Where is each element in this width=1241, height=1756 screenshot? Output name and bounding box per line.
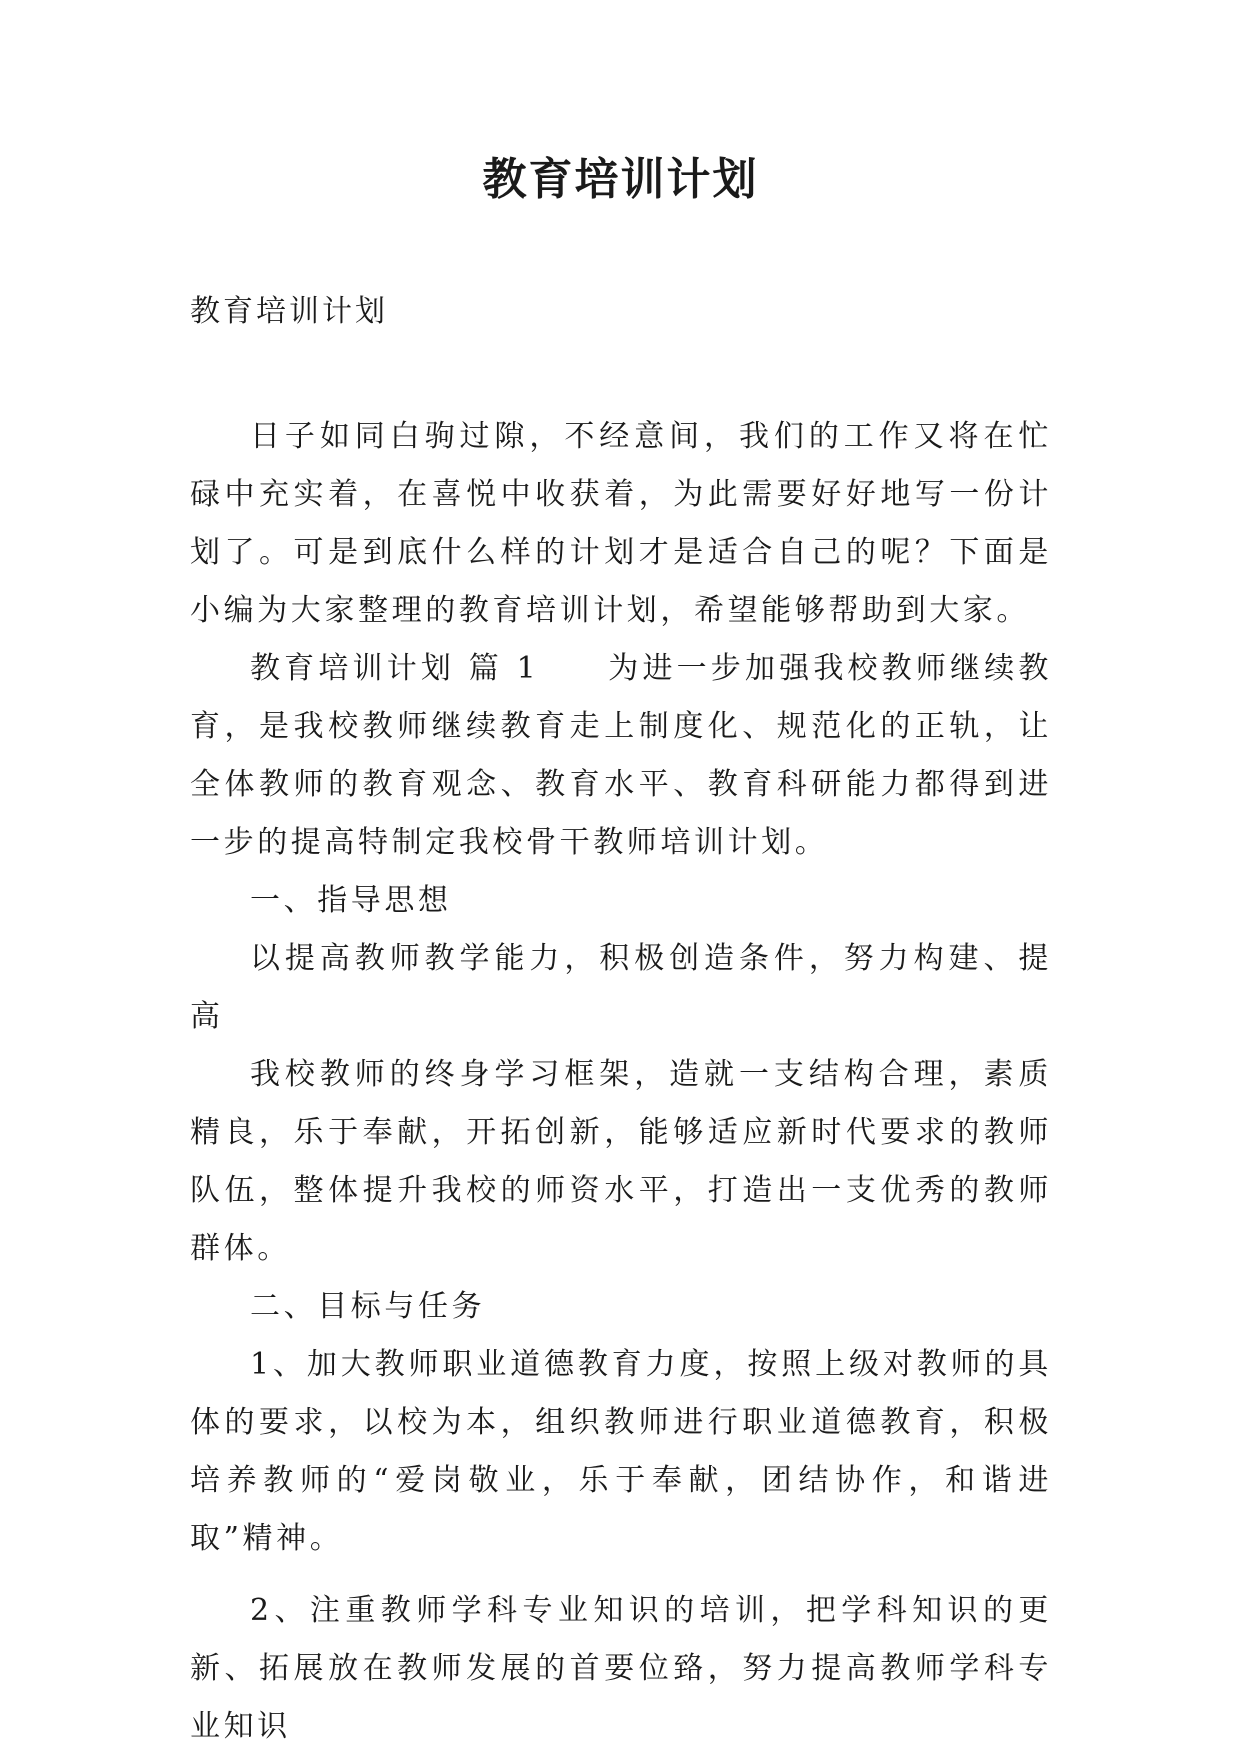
document-body xyxy=(190,408,1052,1756)
paragraph-goal-1: 1、加大教师职业道德教育力度，按照上级对教师的具体的要求，以校为本，组织教师进行职业道德教育，积极培养教师的“爱岗敬业，乐于奉献，团结协作，和谐进取”精神。 xyxy=(190,1347,1052,1556)
paragraph-intro: 日子如同白驹过隙，不经意间，我们的工作又将在忙碌中充实着，在喜悦中收获着，为此需要好好地写一份计划了。可是到底什么样的计划才是适合自己的呢？下面是小编为大家整理的教育培训计划，希望能够帮助到大家。 xyxy=(190,419,1052,628)
document-subtitle: 教育培训计划 xyxy=(190,294,388,329)
paragraph-guiding-line-2: 我校教师的终身学习框架，造就一支结构合理，素质精良，乐于奉献，开拓创新，能够适应新时代要求的教师队伍，整体提升我校的师资水平，打造出一支优秀的教师群体。 xyxy=(190,1057,1052,1266)
document-title: 教育培训计划 xyxy=(482,154,759,205)
paragraph-goal-2: 2、注重教师学科专业知识的培训，把学科知识的更新、拓展放在教师发展的首要位臵，努力提高教师学科专业知识 xyxy=(190,1593,1052,1744)
paragraph-guiding-line-1: 以提高教师教学能力，积极创造条件，努力构建、提高 xyxy=(190,941,1052,1034)
heading-goals-tasks: 二、目标与任务 xyxy=(250,1289,486,1324)
paragraph-plan-intro: 教育培训计划 篇 1 为进一步加强我校教师继续教育，是我校教师继续教育走上制度化、规范化的正轨，让全体教师的教育观念、教育水平、教育科研能力都得到进一步的提高特制定我校骨干教师培训计划。 xyxy=(190,651,1052,860)
heading-guiding-ideology: 一、指导思想 xyxy=(250,883,452,918)
